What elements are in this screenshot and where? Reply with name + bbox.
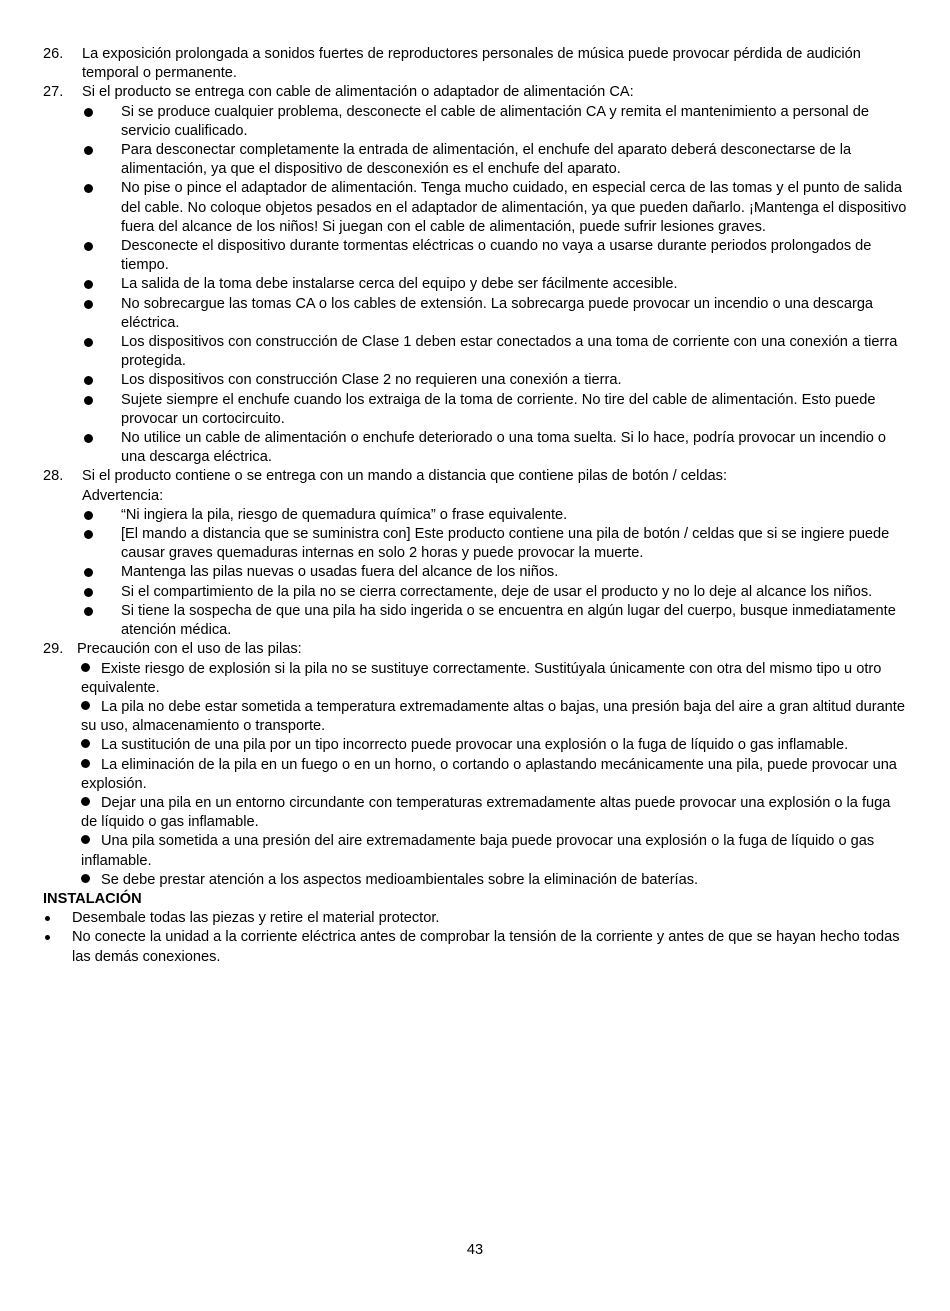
- bullet-icon: [81, 739, 90, 748]
- bullet-item: [43, 525, 907, 563]
- bullet-icon: [84, 588, 93, 597]
- bullet-item: [81, 756, 907, 794]
- bullet-text: Dejar una pila en un entorno circundante con temperaturas extremadamente altas puede provocar una explosión o la fuga de líquido o gas inflamable.: [81, 794, 891, 831]
- bullet-item: [43, 563, 907, 582]
- bullet-text: Si tiene la sospecha de que una pila ha sido ingerida o se encuentra en algún lugar del cuerpo, busque inmediatamente atención médica.: [121, 602, 896, 639]
- bullet-item: [81, 698, 907, 736]
- bullet-item: [81, 794, 907, 832]
- bullet-text: No conecte la unidad a la corriente eléctrica antes de comprobar la tensión de la corriente y antes de que se hayan hecho todas las demás conexiones.: [72, 929, 900, 965]
- bullet-icon: [81, 759, 90, 768]
- bullet-icon: [84, 530, 93, 539]
- bullet-item: [43, 333, 907, 371]
- bullet-icon: [84, 396, 93, 405]
- bullet-text: Los dispositivos con construcción de Clase 1 deben estar conectados a una toma de corriente con una conexión a tierra protegida.: [121, 334, 898, 370]
- bullet-text: La sustitución de una pila por un tipo incorrecto puede provocar una explosión o la fuga de líquido o gas inflamable.: [101, 737, 849, 754]
- bullet-item: [43, 275, 907, 294]
- item-number: 28.: [43, 468, 64, 485]
- list-item-29: [43, 640, 907, 659]
- warning-subtitle: Advertencia:: [82, 487, 164, 504]
- bullet-icon: [81, 701, 90, 710]
- bullet-item: [43, 141, 907, 179]
- bullet-item: [43, 602, 907, 640]
- bullet-icon: [81, 797, 90, 806]
- bullet-icon: [84, 607, 93, 616]
- bullet-text: No sobrecargue las tomas CA o los cables de extensión. La sobrecarga puede provocar un incendio o una descarga eléctrica.: [121, 295, 874, 331]
- bullet-text: Sujete siempre el enchufe cuando los extraiga de la toma de corriente. No tire del cable de alimentación. Esto puede provocar un cortocircuito.: [121, 391, 876, 427]
- list-item-26: [43, 45, 907, 83]
- bullet-item: [43, 103, 907, 141]
- bullet-item: [43, 909, 907, 928]
- bullet-text: Si el compartimiento de la pila no se cierra correctamente, deje de usar el producto y no lo deje al alcance los niños.: [121, 583, 873, 600]
- bullet-icon: [45, 935, 50, 940]
- bullet-icon: [45, 916, 50, 921]
- bullet-item: [43, 295, 907, 333]
- item-number: 29.: [43, 641, 64, 658]
- bullet-text: No utilice un cable de alimentación o enchufe deteriorado o una toma suelta. Si lo hace, podría provocar un incendio o una descarga eléctrica.: [121, 430, 887, 466]
- item-text: Si el producto contiene o se entrega con un mando a distancia que contiene pilas de botón / celdas:: [82, 468, 727, 485]
- bullet-item: [43, 179, 907, 237]
- bullet-text: Se debe prestar atención a los aspectos medioambientales sobre la eliminación de baterías.: [101, 871, 699, 888]
- bullet-icon: [81, 835, 90, 844]
- bullet-text: Desembale todas las piezas y retire el material protector.: [72, 910, 440, 927]
- item-text: Si el producto se entrega con cable de alimentación o adaptador de alimentación CA:: [82, 84, 634, 101]
- bullet-item: [43, 391, 907, 429]
- bullet-icon: [84, 338, 93, 347]
- bullet-icon: [84, 146, 93, 155]
- bullet-text: Desconecte el dispositivo durante tormentas eléctricas o cuando no vaya a usarse durante periodos prolongados de tiempo.: [121, 238, 872, 274]
- bullet-item: [43, 583, 907, 602]
- bullet-text: La eliminación de la pila en un fuego o en un horno, o cortando o aplastando mecánicamente una pila, puede provocar una explosión.: [81, 756, 897, 792]
- bullet-icon: [84, 511, 93, 520]
- bullet-item: [81, 736, 907, 755]
- bullet-text: Mantenga las pilas nuevas o usadas fuera del alcance de los niños.: [121, 564, 559, 581]
- bullet-icon: [84, 434, 93, 443]
- bullet-text: La pila no debe estar sometida a temperatura extremadamente altas o bajas, una presión baja del aire a gran altitud durante su uso, almacenamiento o transporte.: [81, 698, 905, 735]
- bullet-item: [43, 928, 907, 966]
- item-text: Precaución con el uso de las pilas:: [77, 641, 302, 658]
- bullet-text: [El mando a distancia que se suministra con] Este producto contiene una pila de botón / celdas que si se ingiere puede causar graves quemaduras internas en solo 2 horas y puede provocar la muerte.: [121, 526, 890, 562]
- list-item-28: [43, 467, 907, 505]
- bullet-item: [43, 371, 907, 390]
- item-text: La exposición prolongada a sonidos fuertes de reproductores personales de música puede provocar pérdida de audición temporal o permanente.: [82, 46, 861, 82]
- bullet-item: [81, 660, 907, 698]
- bullet-item: [43, 506, 907, 525]
- bullet-item: [43, 237, 907, 275]
- bullet-icon: [81, 874, 90, 883]
- bullet-text: Los dispositivos con construcción Clase 2 no requieren una conexión a tierra.: [121, 372, 622, 389]
- bullet-text: Una pila sometida a una presión del aire extremadamente baja puede provocar una explosión o la fuga de líquido o gas inflamable.: [81, 833, 875, 869]
- document-body: [43, 45, 907, 967]
- bullet-icon: [84, 242, 93, 251]
- list-item-27: [43, 83, 907, 102]
- bullet-text: No pise o pince el adaptador de alimentación. Tenga mucho cuidado, en especial cerca de las tomas y el punto de salida del cable. No coloque objetos pesados en el adaptador de alimentación, ya que pueden dañarlo. ¡Mantenga el dispositivo fuera del alcance de los niños! Si juegan con el cable de alimentación, puede sufrir lesiones graves.: [121, 180, 907, 235]
- bullet-icon: [81, 663, 90, 672]
- bullet-icon: [84, 300, 93, 309]
- bullet-icon: [84, 108, 93, 117]
- bullet-text: La salida de la toma debe instalarse cerca del equipo y debe ser fácilmente accesible.: [121, 276, 678, 293]
- bullet-item: [81, 871, 907, 890]
- bullet-text: Existe riesgo de explosión si la pila no se sustituye correctamente. Sustitúyala únicamente con otra del mismo tipo u otro equivalente.: [81, 660, 882, 696]
- bullet-text: Si se produce cualquier problema, desconecte el cable de alimentación CA y remita el mantenimiento a personal de servicio cualificado.: [121, 103, 869, 139]
- bullet-item: [81, 832, 907, 870]
- page-number: 43: [466, 1242, 484, 1258]
- item-number: 27.: [43, 84, 64, 101]
- section-heading-installation: INSTALACIÓN: [43, 890, 142, 907]
- bullet-text: Para desconectar completamente la entrada de alimentación, el enchufe del aparato deberá desconectarse de la alimentación, ya que el dispositivo de desconexión es el enchufe del aparato.: [121, 142, 852, 178]
- item-number: 26.: [43, 46, 64, 62]
- precaution-list: [43, 660, 907, 890]
- bullet-item: [43, 429, 907, 467]
- bullet-text: “Ni ingiera la pila, riesgo de quemadura química” o frase equivalente.: [121, 506, 568, 523]
